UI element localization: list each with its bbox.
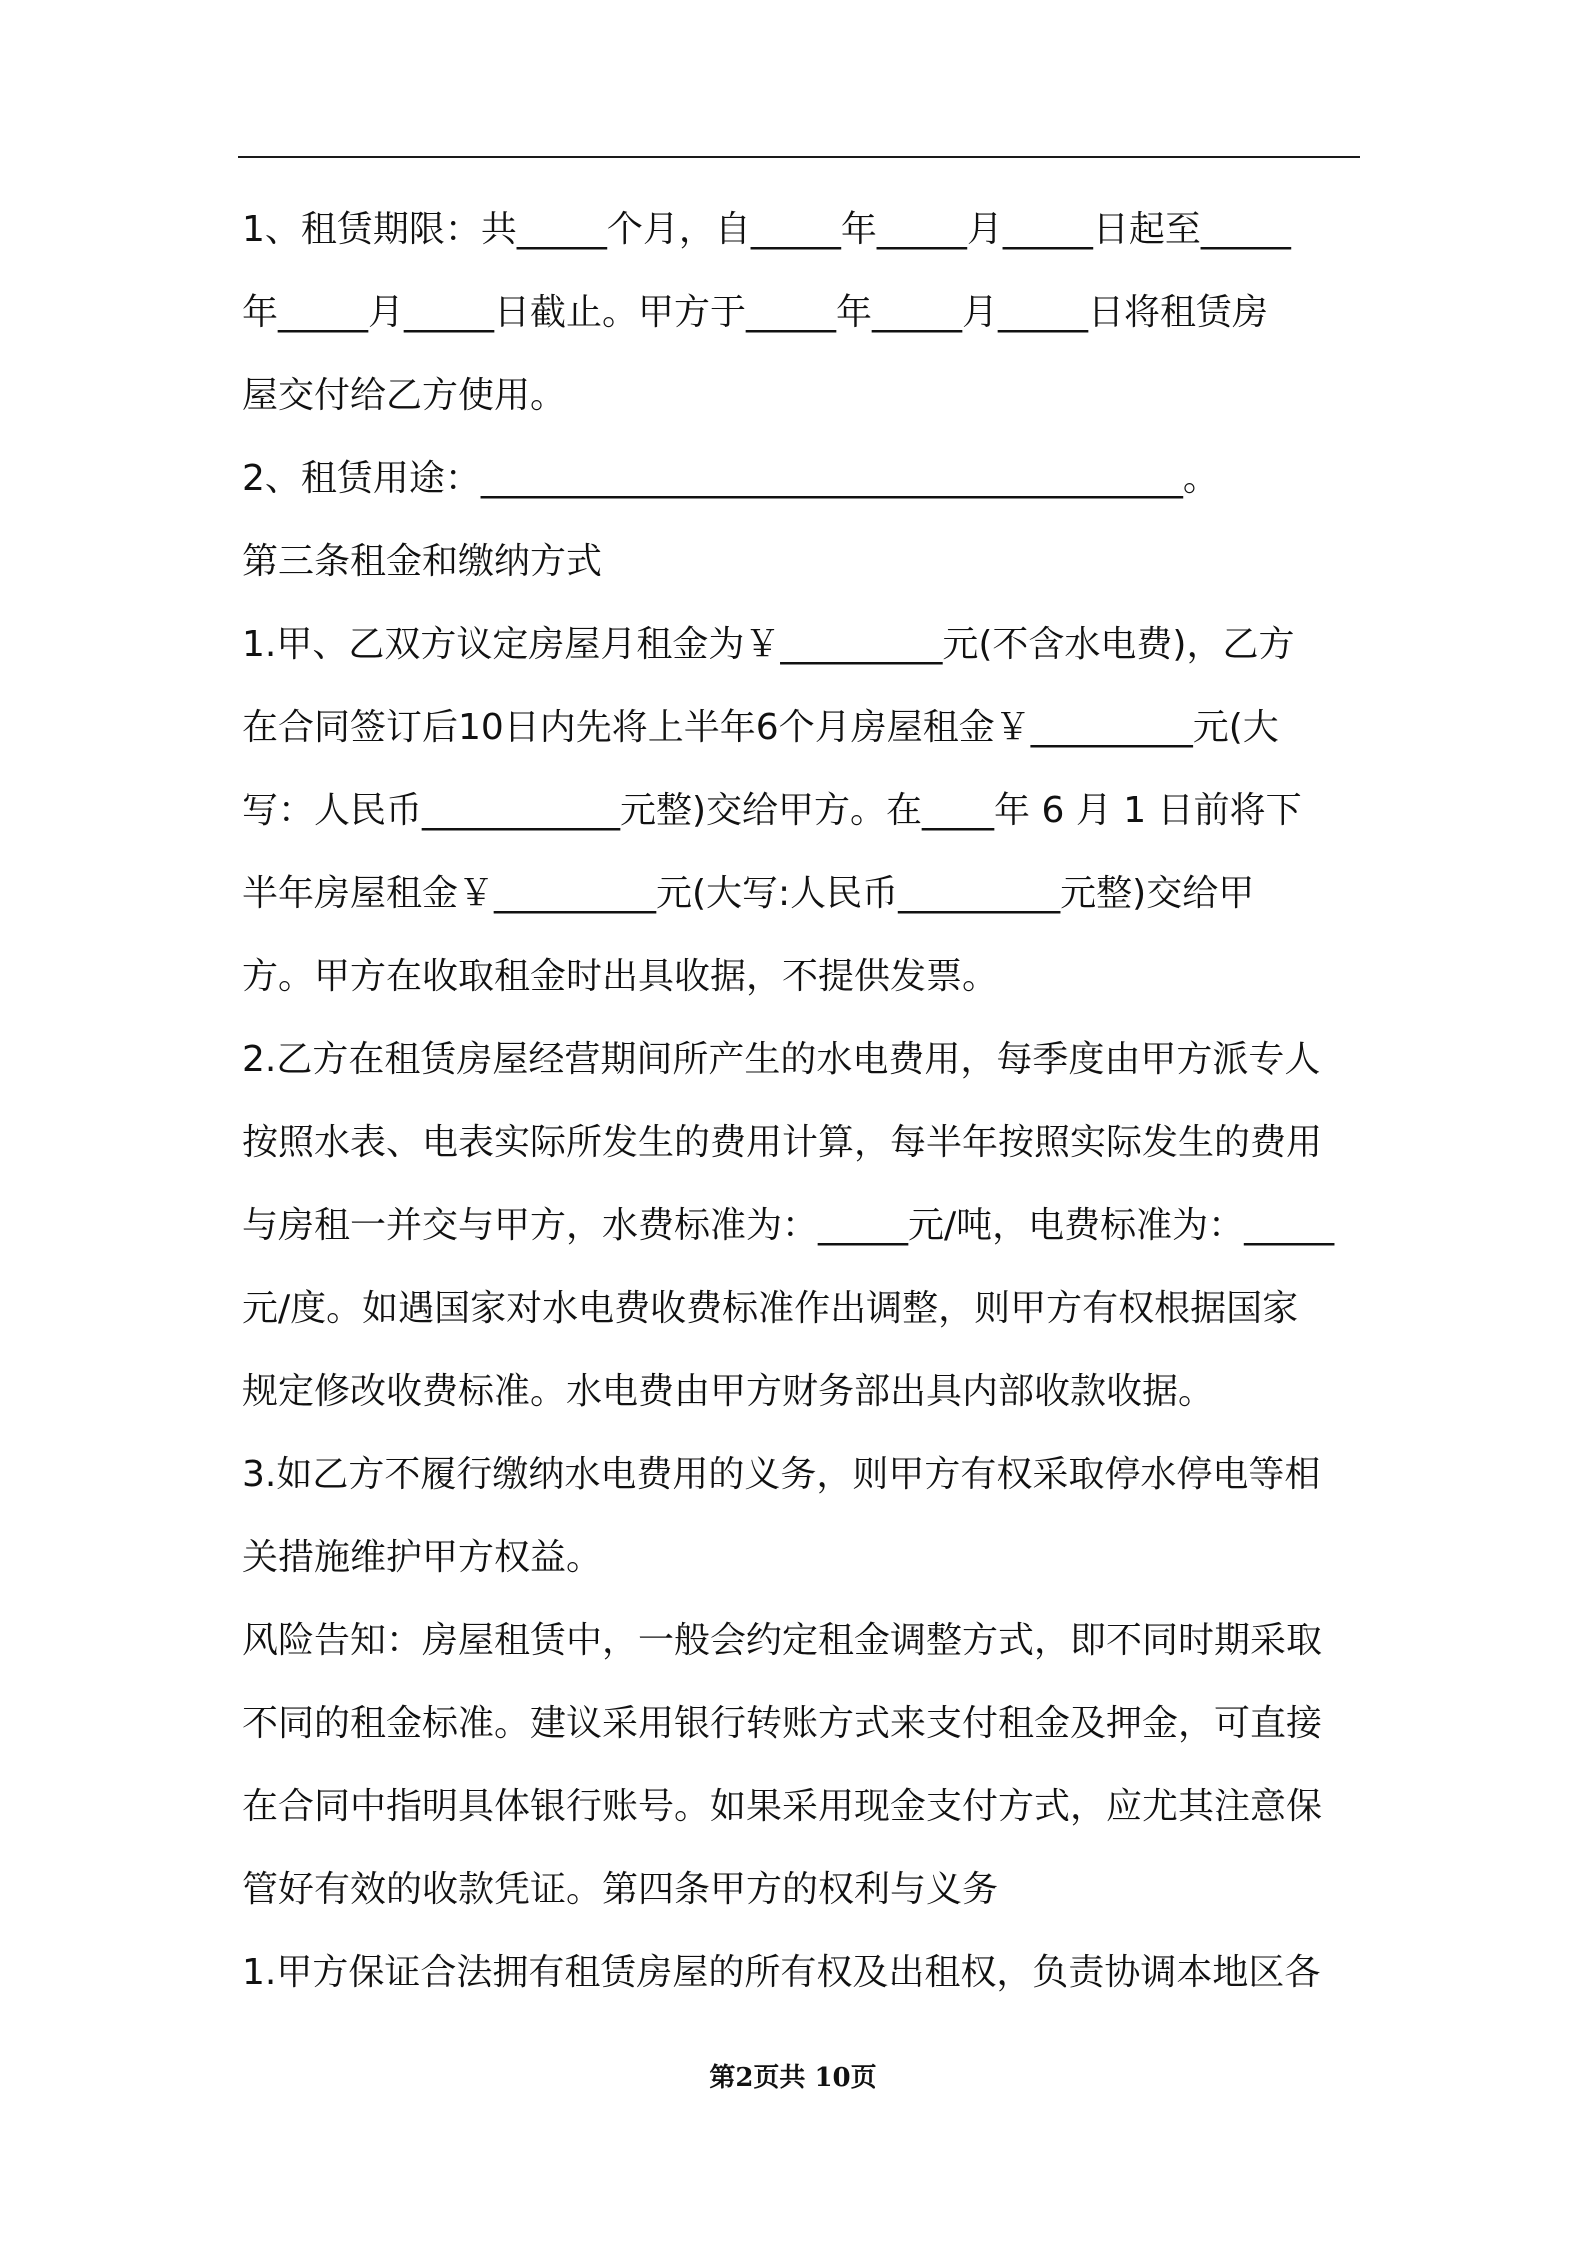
text-line: 半年房屋租金￥_________元(大写:人民币_________元整)交给甲 bbox=[242, 873, 1255, 914]
text-line: 3.如乙方不履行缴纳水电费用的义务，则甲方有权采取停水停电等相 bbox=[242, 1454, 1321, 1495]
text-line: 在合同签订后10日内先将上半年6个月房屋租金￥_________元(大 bbox=[242, 707, 1279, 748]
text-line: 屋交付给乙方使用。 bbox=[242, 375, 567, 416]
text-line: 1.甲方保证合法拥有租赁房屋的所有权及出租权，负责协调本地区各 bbox=[242, 1952, 1321, 1993]
text-line: 关措施维护甲方权益。 bbox=[242, 1537, 603, 1578]
header-rule bbox=[238, 156, 1360, 158]
text-line: 2.乙方在租赁房屋经营期间所产生的水电费用，每季度由甲方派专人 bbox=[242, 1039, 1321, 1080]
text-line: 规定修改收费标准。水电费由甲方财务部出具内部收款收据。 bbox=[242, 1371, 1215, 1412]
text-line: 年_____月_____日截止。甲方于_____年_____月_____日将租赁房 bbox=[242, 292, 1269, 333]
text-line: 元/度。如遇国家对水电费收费标准作出调整，则甲方有权根据国家 bbox=[242, 1288, 1299, 1329]
risk-notice-line: 管好有效的收款凭证。第四条甲方的权利与义务 bbox=[242, 1869, 999, 1910]
text-line: 1、租赁期限：共_____个月，自_____年_____月_____日起至_____ bbox=[242, 209, 1291, 250]
risk-notice-line: 风险告知：房屋租赁中，一般会约定租金调整方式，即不同时期采取 bbox=[242, 1620, 1323, 1661]
section-heading: 第三条租金和缴纳方式 bbox=[242, 541, 603, 582]
text-line: 2、租赁用途：_______________________________________。 bbox=[242, 458, 1219, 499]
page-number: 第2页共 10页 bbox=[709, 2063, 877, 2093]
risk-notice-line: 不同的租金标准。建议采用银行转账方式来支付租金及押金，可直接 bbox=[242, 1703, 1323, 1744]
text-line: 1.甲、乙双方议定房屋月租金为￥_________元(不含水电费)，乙方 bbox=[242, 624, 1295, 665]
risk-notice-line: 在合同中指明具体银行账号。如果采用现金支付方式，应尤其注意保 bbox=[242, 1786, 1323, 1827]
text-line: 与房租一并交与甲方，水费标准为：_____元/吨，电费标准为：_____ bbox=[242, 1205, 1335, 1246]
contract-body bbox=[242, 188, 1362, 2014]
text-line: 按照水表、电表实际所发生的费用计算，每半年按照实际发生的费用 bbox=[242, 1122, 1323, 1163]
text-line: 方。甲方在收取租金时出具收据，不提供发票。 bbox=[242, 956, 999, 997]
text-line: 写：人民币___________元整)交给甲方。在____年 6 月 1 日前将下 bbox=[242, 790, 1302, 831]
